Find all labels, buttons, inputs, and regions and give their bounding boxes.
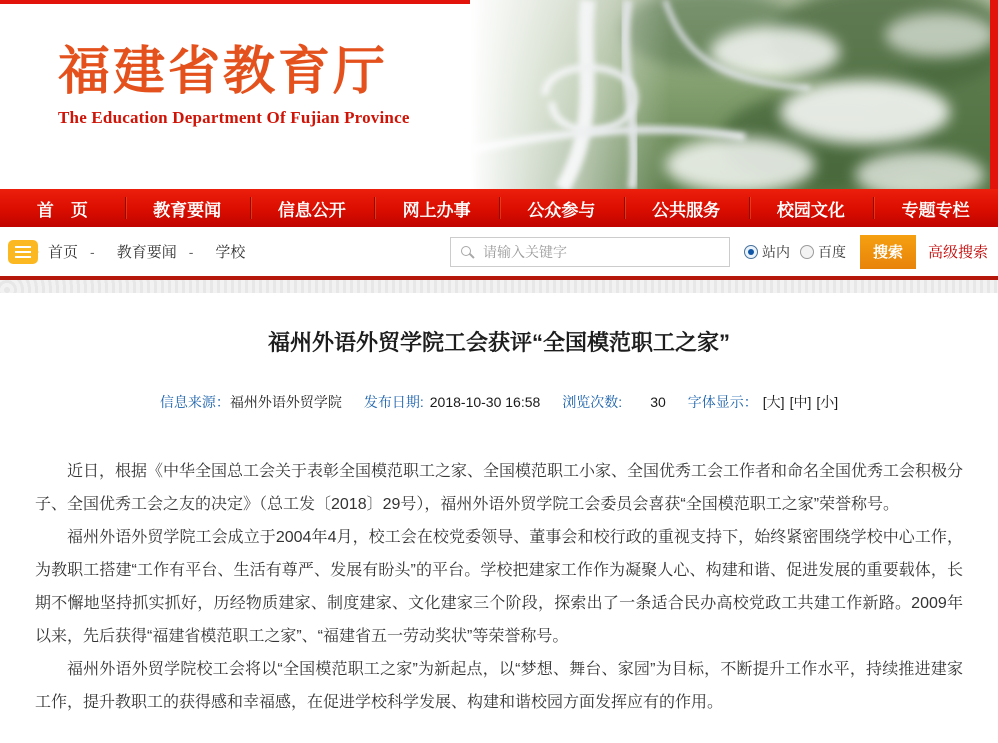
search-area <box>450 235 988 269</box>
nav-item-public-services[interactable]: 公共服务 <box>624 189 749 227</box>
meta-source-value: 福州外语外贸学院 <box>229 394 342 410</box>
site-header <box>0 4 998 189</box>
nav-item-online-services[interactable]: 网上办事 <box>374 189 499 227</box>
nav-item-education-news[interactable]: 教育要闻 <box>125 189 250 227</box>
font-size-large-button[interactable]: [大] <box>762 394 785 410</box>
search-button[interactable]: 搜索 <box>860 235 916 269</box>
search-scope-site-radio[interactable] <box>744 245 758 259</box>
search-icon <box>461 246 471 256</box>
breadcrumb-separator: - <box>90 243 95 260</box>
site-logo[interactable] <box>58 44 410 128</box>
pattern-strip <box>0 280 998 293</box>
search-scope-baidu-radio[interactable] <box>800 245 814 259</box>
breadcrumb-search-bar <box>0 227 998 276</box>
meta-views-value: 30 <box>650 394 666 410</box>
right-accent-strip <box>990 0 998 189</box>
nav-item-info-disclosure[interactable]: 信息公开 <box>250 189 375 227</box>
main-nav <box>0 189 998 227</box>
breadcrumb-list-icon <box>8 240 38 264</box>
search-scope-group <box>744 242 856 262</box>
nav-item-public-participation[interactable]: 公众参与 <box>499 189 624 227</box>
advanced-search-link[interactable]: 高级搜索 <box>927 244 988 261</box>
breadcrumb-home[interactable]: 首页 <box>48 244 79 261</box>
nav-item-special-topics[interactable]: 专题专栏 <box>873 189 998 227</box>
article-page <box>0 293 998 719</box>
breadcrumb-education-news[interactable]: 教育要闻 <box>116 244 177 261</box>
search-scope-baidu-label[interactable]: 百度 <box>817 243 846 260</box>
article-paragraph: 福州外语外贸学院校工会将以“全国模范职工之家”为新起点，以“梦想、舞台、家园”为目标，不断提升工作水平，持续推进建家工作，提升教职工的获得感和幸福感，在促进学校科学发展、构建和谐校园方面发挥应有的作用。 <box>35 661 963 711</box>
article-paragraph: 福州外语外贸学院工会成立于2004年4月，校工会在校党委领导、董事会和校行政的重视支持下，始终紧密围绕学校中心工作，为教职工搭建“工作有平台、生活有尊严、发展有盼头”的平台。学校把建家工作作为凝聚人心、构建和谐、促进发展的重要载体，长期不懈地坚持抓实抓好，历经物质建家、制度建家、文化建家三个阶段，探索出了一条适合民办高校党政工共建工作新路。2009年以来，先后获得“福建省模范职工之家”、“福建省五一劳动奖状”等荣誉称号。 <box>35 529 963 645</box>
breadcrumb-separator: - <box>188 243 194 260</box>
article-meta <box>35 392 963 412</box>
meta-date-label: 发布日期: <box>363 394 424 410</box>
meta-font-label: 字体显示： <box>687 394 758 410</box>
meta-views-label: 浏览次数: <box>562 394 623 410</box>
search-input[interactable] <box>481 240 690 264</box>
meta-date-value: 2018-10-30 16:58 <box>429 394 541 410</box>
article-body <box>35 455 963 719</box>
search-scope-site-label[interactable]: 站内 <box>761 243 790 260</box>
article-paragraph: 近日，根据《中华全国总工会关于表彰全国模范职工之家、全国模范职工小家、全国优秀工会工作者和命名全国优秀工会积极分子、全国优秀工会之友的决定》（总工发〔2018〕29号），福州外语外贸学院工会委员会喜获“全国模范职工之家”荣誉称号。 <box>35 463 964 513</box>
nav-item-home[interactable]: 首 页 <box>36 200 88 220</box>
font-size-small-button[interactable]: [小] <box>816 394 839 410</box>
article-title: 福州外语外贸学院工会获评“全国模范职工之家” <box>267 330 730 355</box>
header-highway-photo <box>470 0 990 189</box>
breadcrumb-school[interactable]: 学校 <box>215 244 246 261</box>
nav-item-campus-culture[interactable]: 校园文化 <box>749 189 874 227</box>
site-logo-chinese: 福建省教育厅 <box>58 43 389 101</box>
font-size-medium-button[interactable]: [中] <box>789 394 812 410</box>
meta-source-label: 信息来源： <box>159 394 230 410</box>
site-logo-english: The Education Department Of Fujian Province <box>58 108 410 128</box>
search-box <box>450 237 730 267</box>
